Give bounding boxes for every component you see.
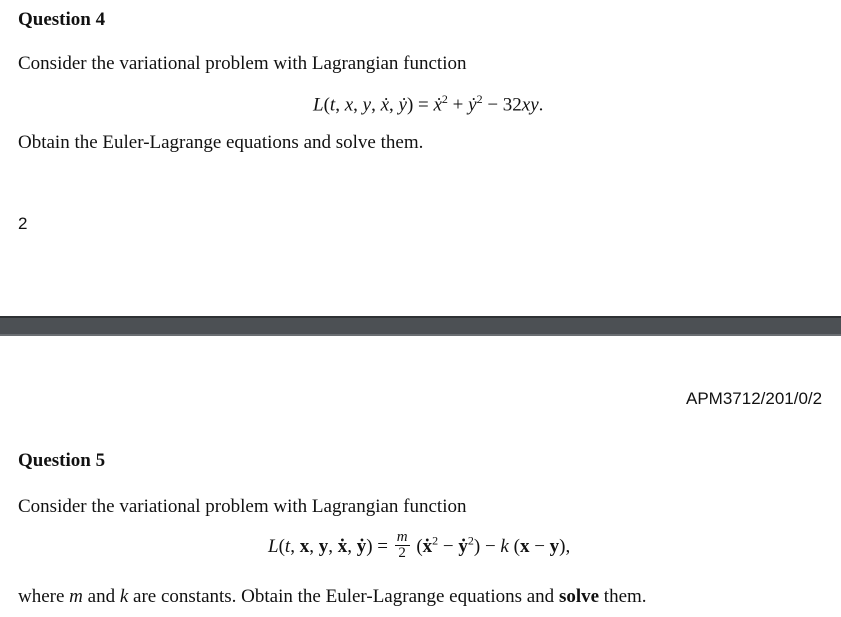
text-where: where <box>18 586 65 607</box>
bold-solve: solve <box>558 586 600 607</box>
text-them: them. <box>603 586 647 607</box>
page-header-code: APM3712/201/0/2 <box>686 389 823 408</box>
page-separator <box>0 316 841 336</box>
page-number: 2 <box>18 214 28 233</box>
question-4-intro: Consider the variational problem with Lagrangian function <box>18 53 467 74</box>
question-5-equation: L(t, x, y, ẋ, ẏ) = $\frac{m}{2}$ (ẋ$^2$ − ẏ$^2$) − k (x − y), <box>268 529 571 561</box>
page-separator-bottom-edge <box>0 334 841 336</box>
text-and: and <box>87 586 116 607</box>
question-4-title: Question 4 <box>18 9 106 30</box>
var-k: k <box>119 586 129 607</box>
question-5-instruction <box>18 586 647 608</box>
question-4-instruction: Obtain the Euler-Lagrange equations and solve them. <box>18 132 424 153</box>
question-5-title: Question 5 <box>18 450 106 471</box>
text-constants: are constants. Obtain the Euler-Lagrange equations and <box>133 586 555 607</box>
var-m: m <box>69 586 83 607</box>
question-5-intro: Consider the variational problem with Lagrangian function <box>18 496 467 517</box>
question-4-equation: L(t, x, y, ẋ, ẏ) = ẋ$^2$ + ẏ$^2$ − 32xy. <box>313 92 544 116</box>
page-separator-top-edge <box>0 316 841 318</box>
